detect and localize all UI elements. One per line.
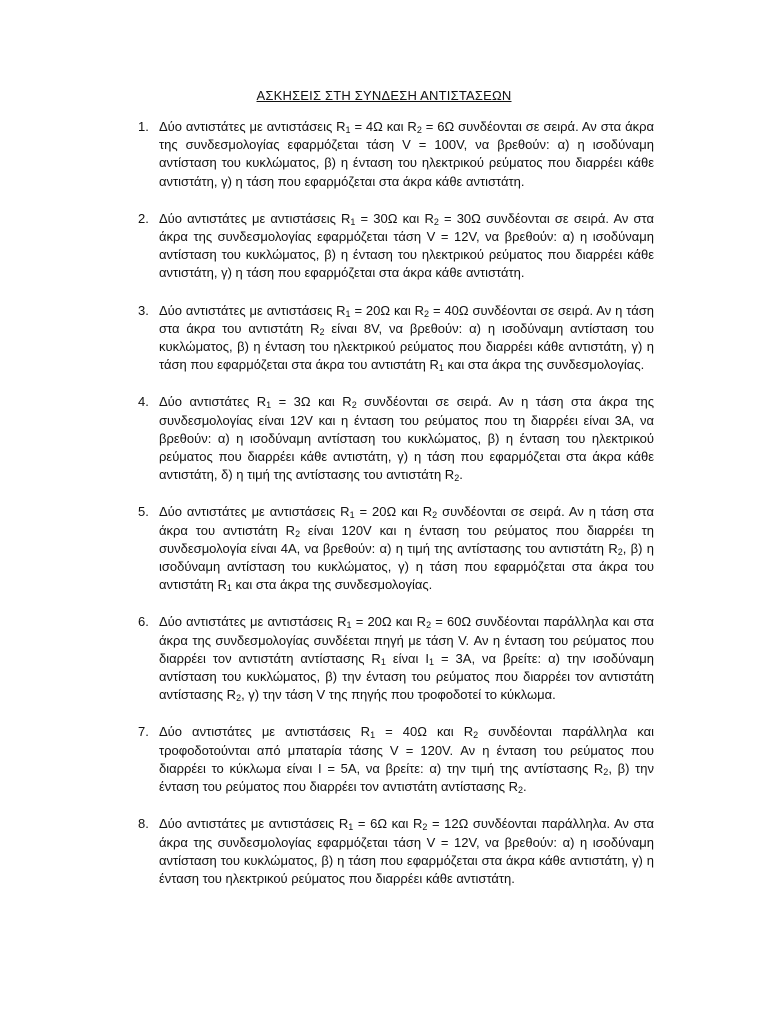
exercise-text — [159, 613, 654, 704]
text-run: Δύο αντιστάτες με αντιστάσεις R — [159, 816, 349, 832]
subscript: 1 — [350, 216, 356, 227]
exercise-number: 5. — [138, 504, 149, 520]
text-run: = 20Ω και R — [350, 302, 425, 318]
text-run: συνδέονται σε σειρά. Αν η τάση στα άκρα του αντιστάτη R — [159, 504, 654, 538]
subscript: 2 — [416, 125, 422, 135]
text-run: = 40Ω συνδέονται σε σειρά. Αν η τάση στα άκρα του αντιστάτη R — [159, 302, 654, 336]
subscript: 2 — [426, 620, 432, 631]
page-title: ΑΣΚΗΣΕΙΣ ΣΤΗ ΣΥΝΔΕΣΗ ΑΝΤΙΣΤΑΣΕΩΝ — [256, 88, 512, 103]
exercise-item — [138, 723, 654, 796]
subscript: 2 — [319, 326, 325, 337]
exercise-number: 6. — [138, 614, 149, 630]
text-run: Δύο αντιστάτες με αντιστάσεις R — [159, 302, 346, 318]
exercise-item — [138, 815, 654, 888]
subscript: 1 — [226, 583, 232, 594]
exercise-number: 7. — [138, 724, 149, 740]
text-run: , β) την ένταση του ρεύματος που διαρρέει τον αντιστάτη αντίστασης R — [159, 760, 654, 795]
exercise-number: 4. — [138, 394, 149, 410]
subscript: 2 — [518, 785, 524, 796]
text-run: συνδέονται παράλληλα και τροφοδοτούνται από μπαταρία τάσης V = 120V. Αν η ένταση του ρεύματος που διαρρέει το κύκλωμα είναι I = 5Α, να βρείτε: α) την τιμή της αντίστασης R — [159, 724, 654, 776]
exercise-item — [138, 210, 654, 283]
subscript: 1 — [380, 656, 386, 667]
text-run: είναι 120V και η ένταση του ρεύματος που διαρρέει τη συνδεσμολογία είναι 4Α, να βρεθούν: α) η τιμή της αντίστασης του αντιστάτη R — [159, 522, 654, 556]
exercise-number: 2. — [138, 210, 149, 226]
text-run: . — [523, 779, 527, 795]
text-run: = 6Ω συνδέονται σε σειρά. Αν στα άκρα της συνδεσμολογίας εφαρμόζεται τάση V = 100V, να βρεθούν: α) η ισοδύναμη αντίσταση του κυκλώματος, β) η ένταση του ηλεκτρικού ρεύματος που διαρρέει κάθε αντιστάτη, γ) η τάση που εφαρμόζεται στα άκρα κάθε αντιστάτη. — [159, 119, 655, 189]
text-run: . — [459, 467, 463, 483]
exercise-text — [159, 503, 654, 594]
subscript: 1 — [349, 510, 355, 521]
exercise-text — [159, 393, 654, 484]
exercise-item — [138, 302, 654, 375]
exercise-item — [138, 613, 654, 704]
text-run: = 12Ω συνδέονται παράλληλα. Αν στα άκρα της συνδεσμολογίας εφαρμόζεται τάση V = 12V, να βρεθούν: α) η ισοδύναμη αντίσταση του κυκλώματος, β) η τάση που εφαρμόζεται στα άκρα κάθε αντιστάτη, γ) η ένταση του ηλεκτρικού ρεύματος που διαρρέει κάθε αντιστάτη. — [159, 816, 655, 886]
text-run: και στα άκρα της συνδεσμολογίας. — [443, 357, 645, 373]
subscript: 2 — [433, 216, 439, 227]
exercise-list — [138, 118, 654, 907]
text-run: και στα άκρα της συνδεσμολογίας. — [231, 577, 433, 593]
subscript: 2 — [432, 510, 438, 521]
exercise-text — [159, 210, 654, 283]
text-run: Δύο αντιστάτες με αντιστάσεις R — [159, 724, 371, 740]
exercise-number: 3. — [138, 302, 149, 318]
subscript: 1 — [438, 363, 444, 374]
subscript: 2 — [424, 308, 430, 319]
text-run: Δύο αντιστάτες με αντιστάσεις R — [159, 504, 350, 520]
exercise-item — [138, 503, 654, 594]
subscript: 1 — [345, 308, 351, 319]
subscript: 1 — [266, 400, 272, 411]
text-run: = 30Ω και R — [355, 210, 434, 226]
text-run: = 3Α, να βρείτε: α) την ισοδύναμη αντίσταση του κυκλώματος, β) την ένταση του ρεύματος που διαρρέει τον αντιστάτη αντίστασης R — [159, 650, 654, 703]
text-run: συνδέονται σε σειρά. Αν η τάση στα άκρα της συνδεσμολογίας είναι 12V και η ένταση του ρεύματος που τη διαρρέει είναι 3Α, να βρεθούν: α) η ισοδύναμη αντίσταση του κυκλώματος, β) η ένταση του ηλεκτρικού ρεύματος που διαρρέει κάθε αντιστάτη, γ) η τάση που εφαρμόζεται στα άκρα κάθε αντιστάτη, δ) η τιμή της αντίστασης του αντιστάτη R — [159, 394, 654, 483]
text-run: είναι 8V, να βρεθούν: α) η ισοδύναμη αντίσταση του κυκλώματος, β) η ένταση του ηλεκτρικού ρεύματος που διαρρέει κάθε αντιστάτη, γ) η τάση που εφαρμόζεται στα άκρα του αντιστάτη R — [159, 320, 654, 373]
subscript: 2 — [473, 730, 479, 741]
text-run: Δύο αντιστάτες με αντιστάσεις R — [159, 119, 346, 134]
exercise-item — [138, 393, 654, 484]
subscript: 1 — [346, 620, 352, 631]
text-run: Δύο αντιστάτες R — [159, 394, 267, 410]
subscript: 2 — [603, 766, 609, 777]
text-run: = 30Ω συνδέονται σε σειρά. Αν στα άκρα της συνδεσμολογίας εφαρμόζεται τάση V = 12V, να βρεθούν: α) η ισοδύναμη αντίσταση του κυκλώματος, β) η ένταση του ηλεκτρικού ρεύματος που διαρρέει κάθε αντιστάτη, γ) η τάση που εφαρμόζεται στα άκρα κάθε αντιστάτη. — [159, 210, 654, 281]
text-run: = 6Ω και R — [353, 816, 423, 832]
subscript: 2 — [351, 400, 357, 411]
text-run: = 60Ω συνδέονται παράλληλα και στα άκρα της συνδεσμολογίας συνδέεται πηγή με τάση V. Αν η ένταση του ρεύματος που διαρρέει τον αντιστάτη αντίστασης R — [159, 614, 654, 666]
text-run: Δύο αντιστάτες με αντιστάσεις R — [159, 614, 347, 630]
subscript: 2 — [236, 693, 242, 704]
text-run: , β) η ισοδύναμη αντίσταση του κυκλώματος, γ) η τάση που εφαρμόζεται στα άκρα του αντιστάτη R — [159, 540, 654, 593]
exercise-text — [159, 723, 654, 796]
exercise-text — [159, 815, 654, 888]
subscript: 2 — [617, 546, 623, 557]
exercise-text — [159, 118, 654, 191]
subscript: 2 — [454, 473, 460, 484]
text-run: = 4Ω και R — [350, 119, 417, 134]
text-run: Δύο αντιστάτες με αντιστάσεις R — [159, 210, 351, 226]
exercise-item — [138, 118, 654, 191]
text-run: = 3Ω και R — [271, 394, 352, 410]
subscript: 1 — [348, 822, 354, 833]
subscript: 1 — [345, 125, 351, 135]
text-run: = 20Ω και R — [351, 614, 427, 630]
subscript: 2 — [295, 528, 301, 539]
exercise-text — [159, 302, 654, 375]
exercise-number: 8. — [138, 816, 149, 832]
subscript: 1 — [429, 656, 435, 667]
exercise-number: 1. — [138, 119, 149, 134]
text-run: , γ) την τάση V της πηγής που τροφοδοτεί το κύκλωμα. — [241, 687, 556, 703]
subscript: 2 — [422, 822, 428, 833]
subscript: 1 — [370, 730, 376, 741]
text-run: = 40Ω και R — [375, 724, 474, 740]
text-run: είναι I — [385, 650, 429, 666]
text-run: = 20Ω και R — [354, 504, 433, 520]
